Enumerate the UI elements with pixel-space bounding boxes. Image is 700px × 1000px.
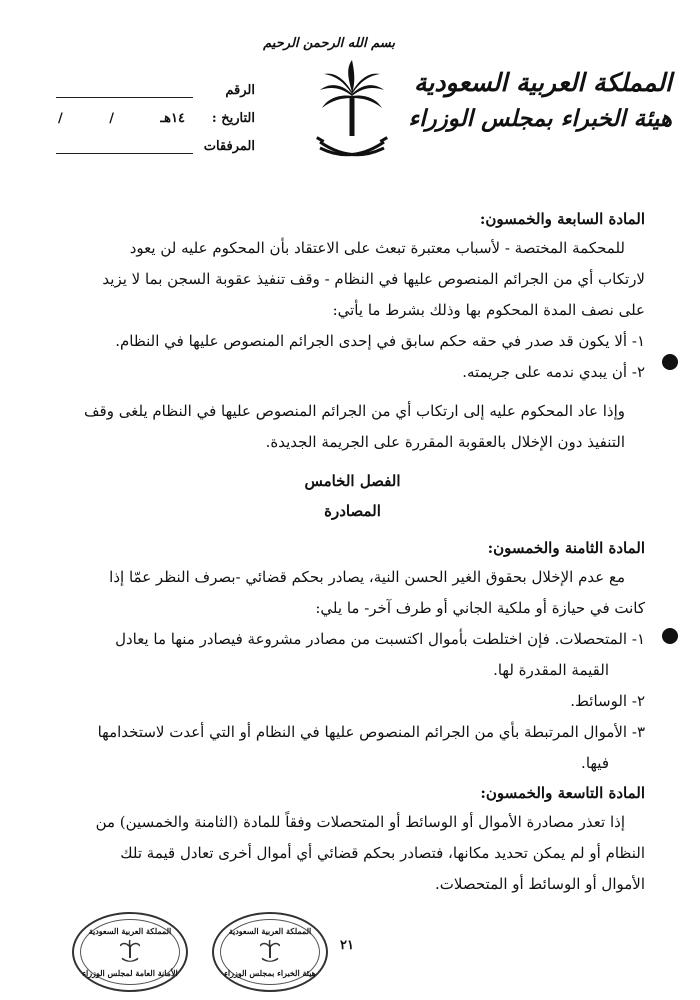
date-separator-2: / (58, 111, 63, 126)
article-57-line: على نصف المدة المحكوم بها وذلك بشرط ما يأتي: (332, 301, 645, 319)
page-number: ٢١ (340, 938, 354, 953)
seal-emblem-icon (260, 940, 280, 964)
seal-left-text-bottom: الأمانة العامة لمجلس الوزراء (82, 968, 178, 978)
official-seal-right (212, 912, 328, 992)
hole-punch-mark (662, 628, 678, 644)
article-57-closing-line: وإذا عاد المحكوم عليه إلى ارتكاب أي من الجرائم المنصوص عليها في النظام يلغى وقف (84, 402, 625, 420)
date-separator-1: / (109, 111, 114, 126)
date-suffix: ١٤هـ (160, 111, 185, 126)
hole-punch-mark (662, 354, 678, 370)
attachments-line (56, 139, 193, 154)
seal-left-text-top: المملكة العربية السعودية (88, 926, 172, 936)
authority-name: هيئة الخبراء بمجلس الوزراء (408, 105, 672, 132)
government-name-block (408, 68, 672, 132)
article-58-item: ٣- الأموال المرتبطة بأي من الجرائم المنصوص عليها في النظام أو التي أعدت لاستخدامها (97, 723, 645, 741)
article-57-title: المادة السابعة والخمسون: (479, 210, 645, 228)
document-body (60, 205, 645, 900)
article-58-title: المادة الثامنة والخمسون: (487, 539, 645, 557)
ref-number-label: الرقم (225, 83, 255, 98)
ref-number-line (56, 83, 193, 98)
article-58-item-continuation: القيمة المقدرة لها. (493, 661, 609, 679)
saudi-emblem-icon (312, 56, 392, 166)
article-57-closing-line: التنفيذ دون الإخلال بالعقوبة المقررة على الجريمة الجديدة. (265, 433, 625, 451)
article-58-item-continuation: فيها. (581, 754, 609, 772)
date-row (50, 98, 255, 126)
chapter-number: الفصل الخامس (304, 472, 401, 490)
article-58-item: ٢- الوسائط. (570, 692, 645, 710)
article-58-item: ١- المتحصلات. فإن اختلطت بأموال اكتسبت من مصادر مشروعة فيصادر منها ما يعادل (115, 630, 645, 648)
seal-right-text-bottom: هيئة الخبراء بمجلس الوزراء (224, 968, 316, 978)
article-59-line: الأموال أو الوسائط أو المتحصلات. (435, 875, 645, 893)
article-58-line: مع عدم الإخلال بحقوق الغير الحسن النية، يصادر بحكم قضائي -بصرف النظر عمّا إذا (109, 568, 625, 586)
government-name: المملكة العربية السعودية (413, 68, 672, 97)
article-57-condition: ٢- أن يبدي ندمه على جريمته. (462, 363, 645, 381)
bismillah: بسم الله الرحمن الرحيم (263, 36, 395, 51)
seal-right-text-top: المملكة العربية السعودية (228, 926, 312, 936)
attachments-label: المرفقات (203, 139, 255, 154)
reference-block (50, 70, 255, 154)
seal-emblem-icon (120, 940, 140, 964)
ref-number-row (50, 70, 255, 98)
article-58-line: كانت في حيازة أو ملكية الجاني أو طرف آخر- ما يلي: (315, 599, 645, 617)
attachments-row (50, 126, 255, 154)
date-fields (50, 111, 193, 126)
chapter-title: المصادرة (324, 502, 381, 520)
letterhead (0, 0, 700, 180)
article-57-condition: ١- ألا يكون قد صدر في حقه حكم سابق في إحدى الجرائم المنصوص عليها في النظام. (115, 332, 645, 350)
article-59-line: النظام أو لم يمكن تحديد مكانها، فتصادر بحكم قضائي أي أموال أخرى تعادل قيمة تلك (120, 844, 645, 862)
article-59-title: المادة التاسعة والخمسون: (480, 784, 645, 802)
official-seal-left (72, 912, 188, 992)
article-59-line: إذا تعذر مصادرة الأموال أو الوسائط أو المتحصلات وفقاً للمادة (الثامنة والخمسين) من (95, 813, 625, 831)
article-57-line: لارتكاب أي من الجرائم المنصوص عليها في النظام - وقف تنفيذ عقوبة السجن بما لا يزيد (102, 270, 645, 288)
date-label: التاريخ : (211, 111, 255, 126)
article-57-line: للمحكمة المختصة - لأسباب معتبرة تبعث على الاعتقاد بأن المحكوم عليه لن يعود (129, 239, 625, 257)
